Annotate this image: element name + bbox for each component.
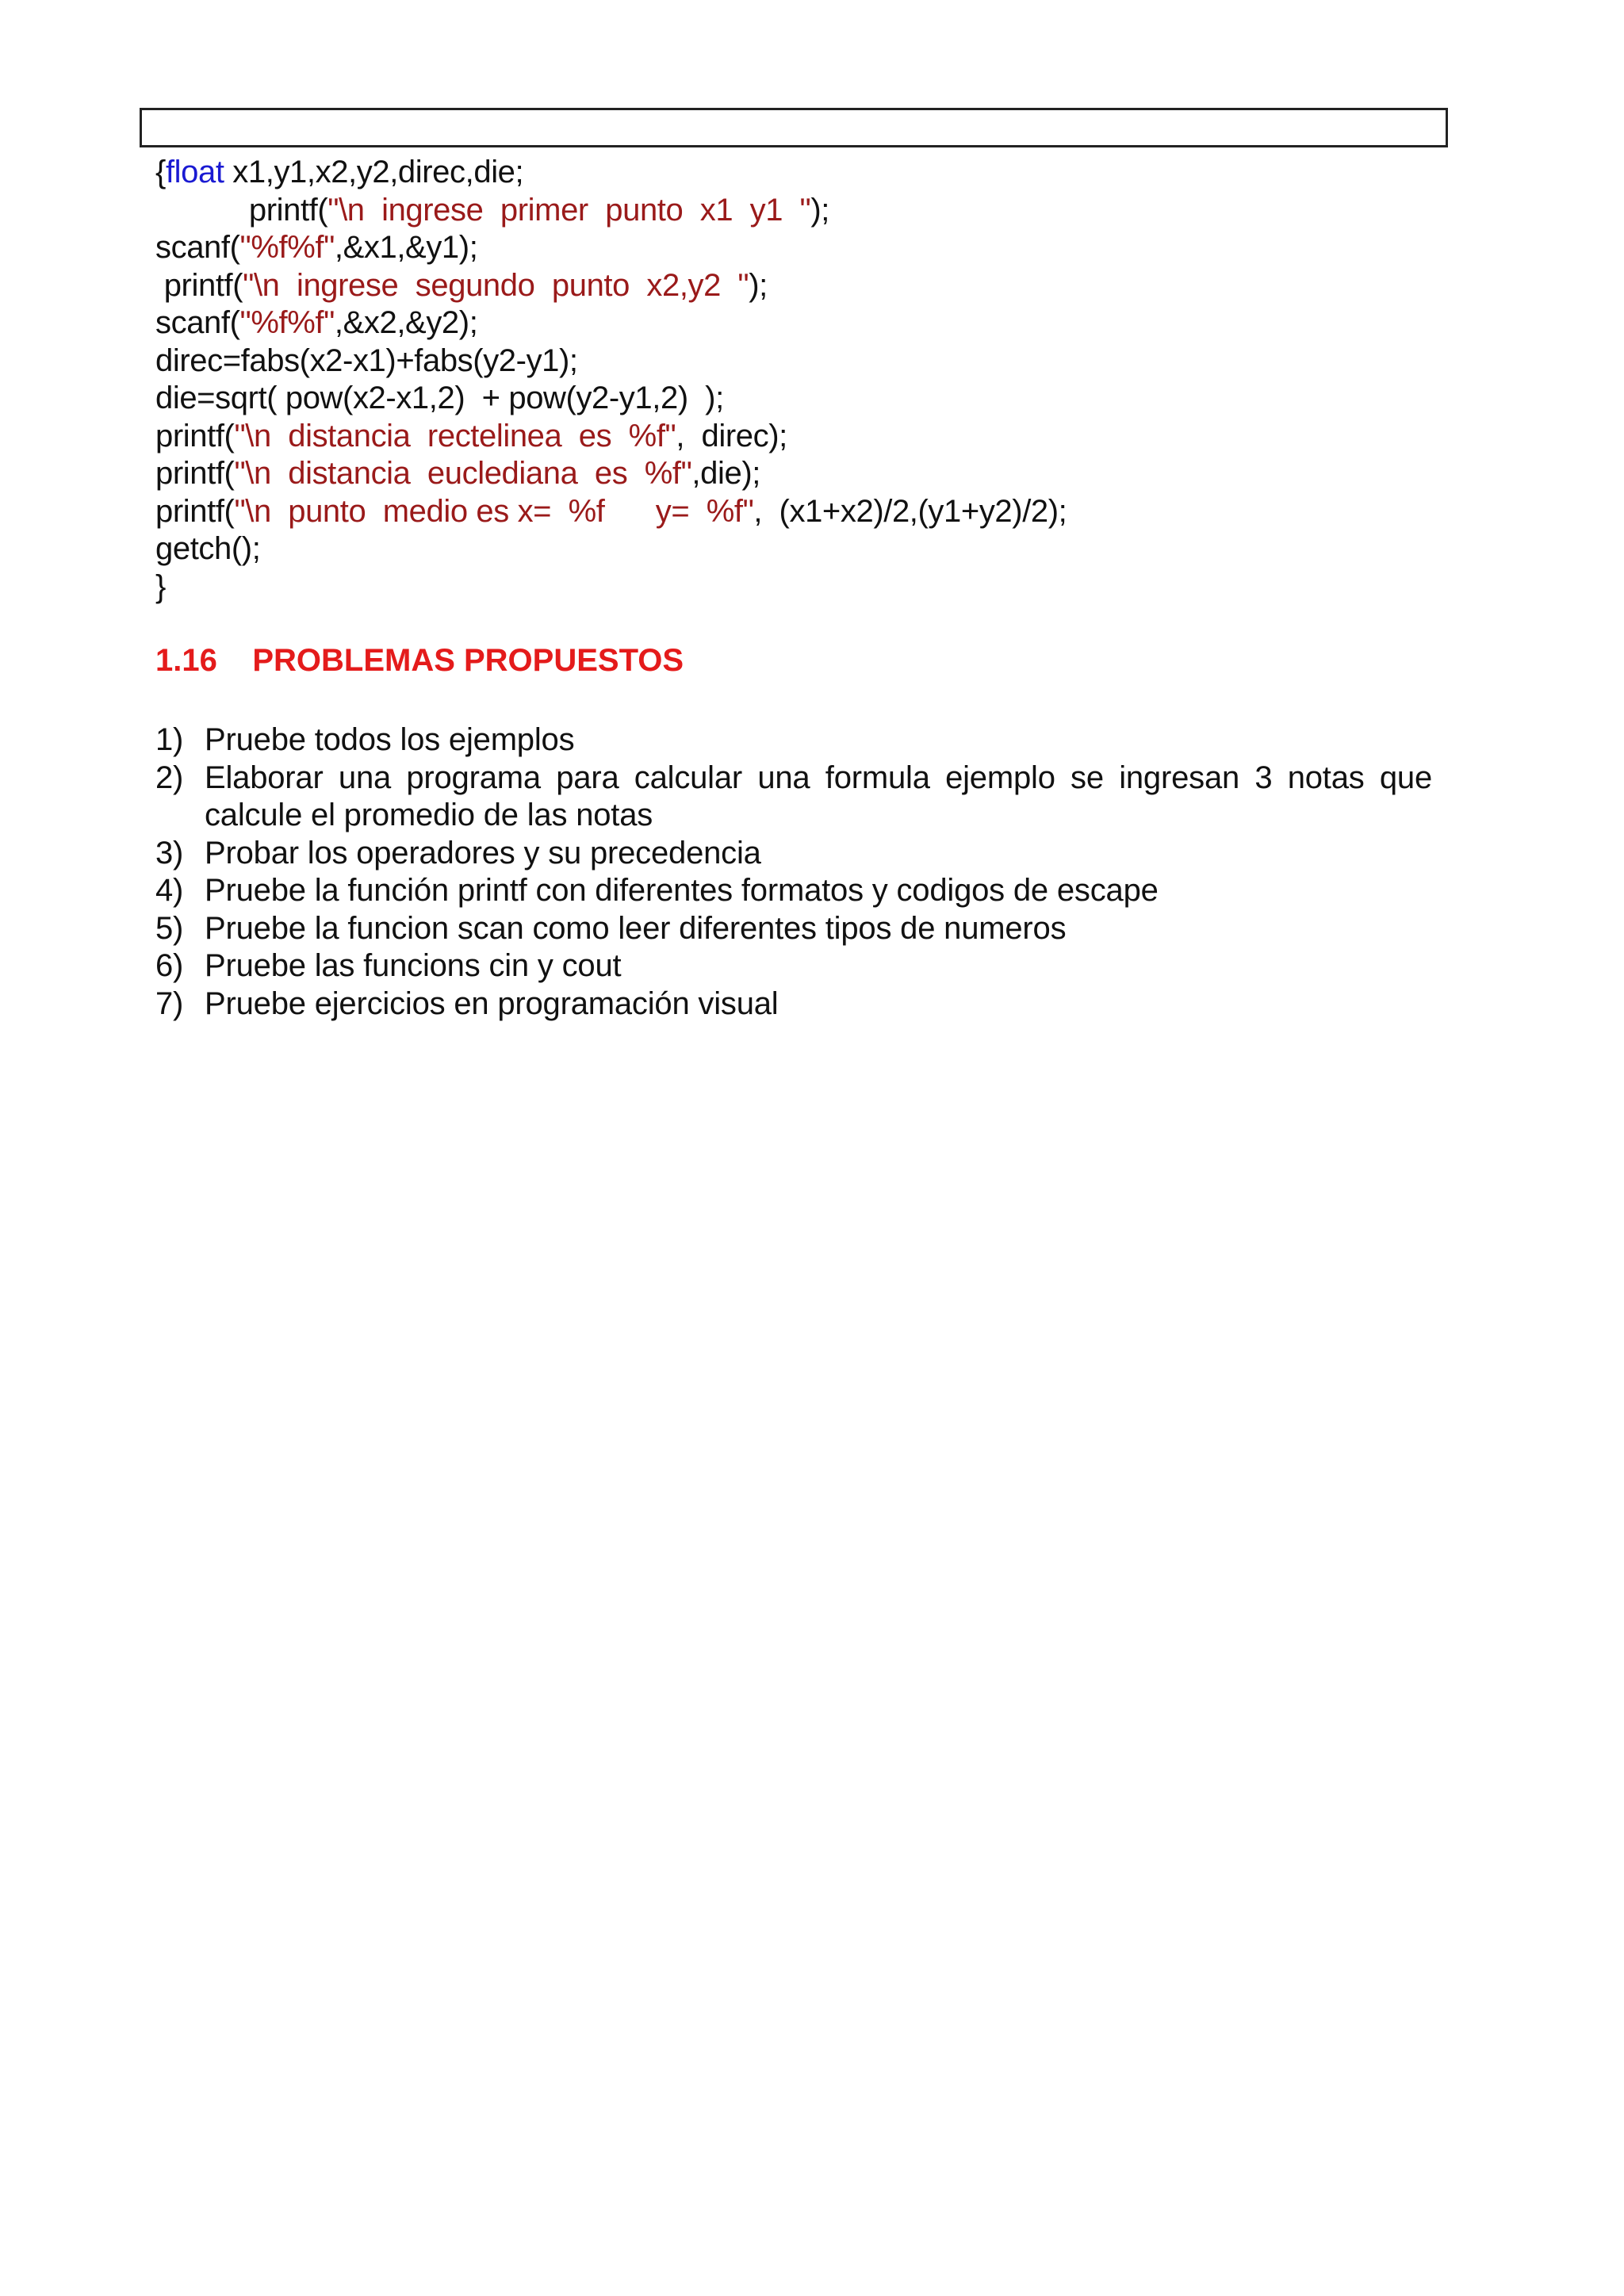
list-item xyxy=(155,872,1432,910)
code-line xyxy=(155,304,1503,342)
list-item-number: 2) xyxy=(155,760,184,795)
section-heading xyxy=(155,641,684,680)
list-item xyxy=(155,760,1432,835)
section-title: PROBLEMAS PROPUESTOS xyxy=(252,643,684,678)
code-string: "%f%f" xyxy=(239,305,335,340)
list-item xyxy=(155,835,1432,873)
code-line xyxy=(155,192,1503,230)
code-text: x1,y1,x2,y2,direc,die; xyxy=(224,155,524,189)
list-item-number: 4) xyxy=(155,873,184,908)
code-text: printf( xyxy=(155,267,243,303)
list-item-text: Pruebe las funcions cin y cout xyxy=(205,948,622,983)
code-text: scanf( xyxy=(155,305,240,340)
code-line xyxy=(155,267,1503,305)
list-item-number: 7) xyxy=(155,985,184,1021)
list-item xyxy=(155,947,1432,985)
code-string: "%f%f" xyxy=(239,230,335,265)
list-item xyxy=(155,721,1432,760)
code-string: "\n punto medio es x= %f y= %f" xyxy=(234,493,754,529)
list-item xyxy=(155,985,1432,1024)
code-text: getch(); xyxy=(155,531,261,566)
code-string: "\n distancia euclediana es %f" xyxy=(234,456,692,491)
code-text: { xyxy=(155,155,166,189)
code-text: direc=fabs(x2-x1)+fabs(y2-y1); xyxy=(155,342,578,378)
code-line xyxy=(155,229,1503,267)
code-text: printf( xyxy=(155,456,235,491)
code-string: "\n distancia rectelinea es %f" xyxy=(234,418,676,453)
code-text: die=sqrt( pow(x2-x1,2) + pow(y2-y1,2) ); xyxy=(155,381,724,415)
code-text: scanf( xyxy=(155,230,240,265)
list-item-number: 3) xyxy=(155,835,184,871)
list-item-text: Probar los operadores y su precedencia xyxy=(205,835,761,871)
list-item-text: Pruebe todos los ejemplos xyxy=(205,722,575,757)
list-item-number: 1) xyxy=(155,722,184,757)
code-text: printf( xyxy=(155,493,235,529)
code-text: } xyxy=(155,568,166,604)
code-text: , (x1+x2)/2,(y1+y2)/2); xyxy=(753,493,1067,529)
list-item-text: Pruebe la función printf con diferentes formatos y codigos de escape xyxy=(205,873,1159,908)
code-box-top-border xyxy=(140,108,1448,147)
code-string: "\n ingrese segundo punto x2,y2 " xyxy=(243,267,749,303)
code-line xyxy=(155,418,1503,456)
code-text: ,&x1,&y1); xyxy=(334,230,478,265)
list-item-text: Pruebe la funcion scan como leer diferentes tipos de numeros xyxy=(205,910,1067,946)
code-line xyxy=(155,342,1503,381)
code-text: , direc); xyxy=(676,418,787,453)
list-item-number: 6) xyxy=(155,948,184,983)
code-line xyxy=(155,493,1503,531)
code-text: ); xyxy=(810,192,829,228)
code-line xyxy=(155,568,1503,607)
code-line xyxy=(155,530,1503,568)
list-item-text: Pruebe ejercicios en programación visual xyxy=(205,985,779,1021)
section-number: 1.16 xyxy=(155,643,217,678)
problems-list xyxy=(155,721,1432,1023)
code-text: ,&x2,&y2); xyxy=(334,305,478,340)
code-string: "\n ingrese primer punto x1 y1 " xyxy=(327,192,811,228)
code-text: ,die); xyxy=(691,456,760,491)
code-block xyxy=(155,154,1503,606)
code-line xyxy=(155,154,1503,192)
code-keyword: float xyxy=(165,155,224,189)
code-text: printf( xyxy=(155,192,328,228)
code-text: printf( xyxy=(155,418,235,453)
code-text: ); xyxy=(749,267,768,303)
list-item xyxy=(155,910,1432,948)
code-line xyxy=(155,455,1503,493)
list-item-text: Elaborar una programa para calcular una formula ejemplo se ingresan 3 notas que calcule el promedio de las notas xyxy=(205,760,1432,832)
code-line xyxy=(155,380,1503,418)
list-item-number: 5) xyxy=(155,910,184,946)
